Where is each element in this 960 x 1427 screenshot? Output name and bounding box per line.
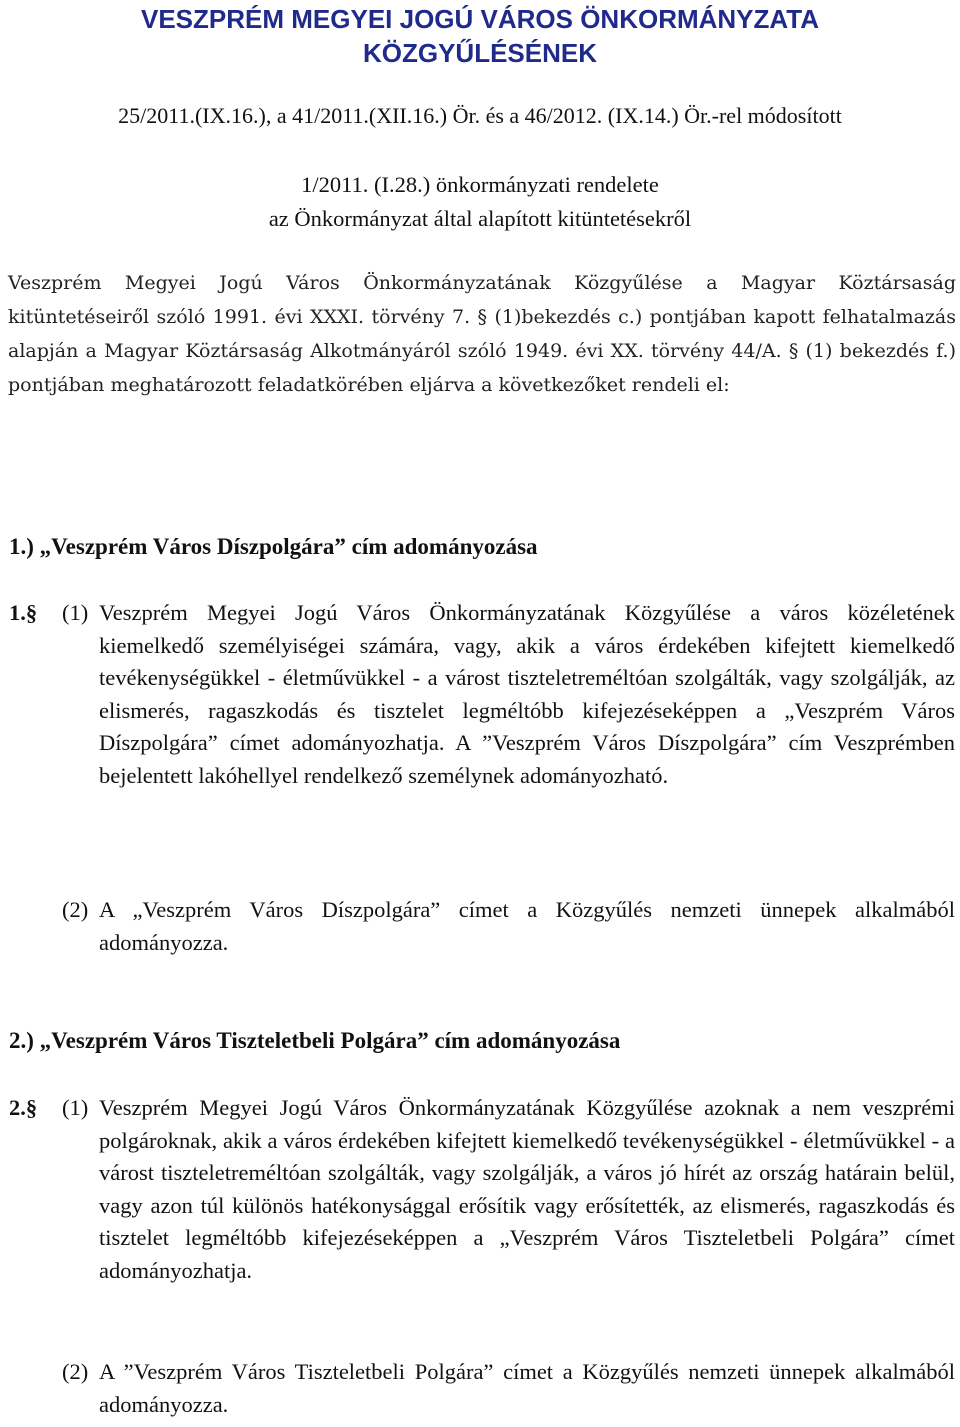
section1-p2-label: (2): [62, 897, 89, 922]
section1-p1-label: (1): [62, 600, 89, 625]
section2-p1-text: Veszprém Megyei Jogú Város Önkormányzatának Közgyűlése azoknak a nem veszprémi polgároknak, akik a város érdekében kifejtett kiemelkedő tevékenységükkel - életművükkel - a várost tiszteletreméltóan szolgálták, vagy szolgálják, a város jó hírét az ország határain belül, vagy azon túl különös hatékonysággal erősítik vagy erősítették, az elismerés, ragaszkodás és tisztelet legméltóbb kifejezéseképpen a „Veszprém Város Tiszteletbeli Polgára” címet adományozhatja.: [99, 1095, 955, 1283]
decree-number: 1/2011. (I.28.) önkormányzati rendelete: [301, 172, 659, 197]
section2-paragraph-number: 2.§: [9, 1095, 38, 1120]
document-title-line2: KÖZGYŰLÉSÉNEK: [362, 38, 598, 68]
section2-p2-text: A ”Veszprém Város Tiszteletbeli Polgára” címet a Közgyűlés nemzeti ünnepek alkalmából adományozza.: [99, 1359, 955, 1417]
section1-p2-text: A „Veszprém Város Díszpolgára” címet a Közgyűlés nemzeti ünnepek alkalmából adományozza.: [99, 897, 955, 955]
preamble-text: Veszprém Megyei Jogú Város Önkormányzatának Közgyűlése a Magyar Köztársaság kitüntetéseiről szóló 1991. évi XXXI. törvény 7. § (1)bekezdés c.) pontjában kapott felhatalmazás alapján a Magyar Köztársaság Alkotmányáról szóló 1949. évi XX. törvény 44/A. § (1) bekezdés f.) pontjában meghatározott feladatkörében eljárva a következőket rendeli el:: [8, 272, 956, 396]
document-title-line1: VESZPRÉM MEGYEI JOGÚ VÁROS ÖNKORMÁNYZATA: [141, 4, 819, 34]
section2-heading: 2.) „Veszprém Város Tiszteletbeli Polgára” cím adományozása: [9, 1028, 621, 1053]
section2-p2-label: (2): [62, 1359, 89, 1384]
section1-heading: 1.) „Veszprém Város Díszpolgára” cím adományozása: [9, 534, 538, 559]
section1-p1-text: Veszprém Megyei Jogú Város Önkormányzatának Közgyűlése a város közéletének kiemelkedő személyiségei számára, vagy, akik a város érdekében kifejtett kiemelkedő tevékenységükkel - életművükkel - a várost tiszteletreméltóan szolgálták, vagy szolgálják, az elismerés, ragaszkodás és tisztelet legméltóbb kifejezéseképpen a „Veszprém Város Díszpolgára” címet adományozhatja. A ”Veszprém Város Díszpolgára” cím Veszprémben bejelentett lakóhellyel rendelkező személynek adományozható.: [99, 600, 955, 788]
section2-p1-label: (1): [62, 1095, 89, 1120]
decree-subject: az Önkormányzat által alapított kitüntetésekről: [268, 206, 692, 231]
amendment-note: 25/2011.(IX.16.), a 41/2011.(XII.16.) Ör. és a 46/2012. (IX.14.) Ör.-rel módosított: [118, 103, 842, 128]
section1-paragraph-number: 1.§: [9, 600, 38, 625]
